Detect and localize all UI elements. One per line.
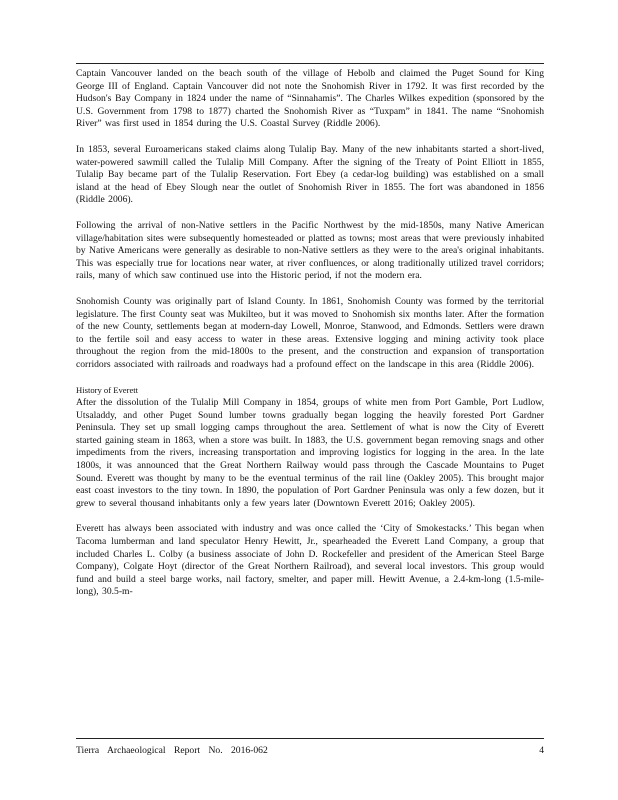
footer-rule: [76, 738, 544, 739]
paragraph-everett-industry: Everett has always been associated with industry and was once called the ‘City of Smokestacks.’ This began when Tacoma lumberman and land speculator Henry Hewitt, Jr., spearheaded the Everett Land Company, a group that included Charles L. Colby (a business associate of John D. Rockefeller and president of the American Steel Barge Company), Colgate Hoyt (director of the Great Northern Railroad), and several local investors. This group would fund and build a steel barge works, nail factory, smelter, and paper mill. Hewitt Avenue, a 2.4-km-long (1.5-mile-long), 30.5-m-: [76, 523, 544, 598]
paragraph-settlers: Following the arrival of non-Native settlers in the Pacific Northwest by the mid-1850s, many Native American village/habitation sites were subsequently homesteaded or platted as towns; most areas that were previously inhabited by Native Americans were generally as desirable to non-Native settlers as they were to the area's original inhabitants. This was especially true for locations near water, at river confluences, or along traditionally utilized travel corridors; rails, many of which saw continued use into the Historic period, if not the modern era.: [76, 219, 544, 282]
paragraph-vancouver: Captain Vancouver landed on the beach south of the village of Hebolb and claimed the Puget Sound for King George III of England. Captain Vancouver did not note the Snohomish River in 1792. It was first recorded by the Hudson's Bay Company in 1824 under the name of “Sinnahamis”. The Charles Wilkes expedition (sponsored by the U.S. Government from 1798 to 1877) charted the Snohomish River as “Tuxpam” in 1841. The name “Snohomish River” was first used in 1854 during the U.S. Coastal Survey (Riddle 2006).: [76, 68, 544, 130]
header-rule: [76, 63, 544, 64]
page-number: 4: [539, 745, 544, 756]
paragraph-snohomish-county: Snohomish County was originally part of Island County. In 1861, Snohomish County was formed by the territorial legislature. The first County seat was Mukilteo, but it was moved to Snohomish six months later. After the formation of the new County, settlements began at modern-day Lowell, Monroe, Stanwood, and Edmonds. Settlers were drawn to the fertile soil and easy access to water in these areas. Extensive logging and mining activity took place throughout the region from the mid-1800s to the present, and the construction and expansion of transportation corridors associated with railroads and roadways had a profound effect on the landscape in this area (Riddle 2006).: [76, 295, 544, 370]
paragraph-everett-history: After the dissolution of the Tulalip Mill Company in 1854, groups of white men from Port Gamble, Port Ludlow, Utsaladdy, and other Puget Sound lumber towns gradually began logging the heavily forested Port Gardner Peninsula. They set up small logging camps throughout the area. Settlement of what is now the City of Everett started gaining steam in 1863, when a store was built. In 1883, the U.S. government began removing snags and other impediments from the rivers, increasing transportation and improving logistics for logging in the area. In the late 1800s, it was announced that the Great Northern Railway would pass through the Cascade Mountains to Puget Sound. Everett was thought by many to be the eventual terminus of the rail line (Oakley 2005). This brought major east coast investors to the tiny town. In 1890, the population of Port Gardner Peninsula was only a few dozen, but it grew to several thousand inhabitants only a few years later (Downtown Everett 2016; Oakley 2005).: [76, 397, 544, 509]
page-body: [76, 68, 544, 612]
paragraph-tulalip-bay: In 1853, several Euroamericans staked claims along Tulalip Bay. Many of the new inhabitants started a short-lived, water-powered sawmill called the Tulalip Mill Company. After the signing of the Treaty of Point Elliott in 1855, Tulalip Bay became part of the Tulalip Reservation. Fort Ebey (a cedar-log building) was established on a small island at the head of Ebey Slough near the outlet of Snohomish River in 1855. The fort was abandoned in 1856 (Riddle 2006).: [76, 143, 544, 206]
section-heading: History of Everett: [76, 385, 139, 396]
report-label: Tierra Archaeological Report No. 2016-062: [76, 745, 268, 756]
